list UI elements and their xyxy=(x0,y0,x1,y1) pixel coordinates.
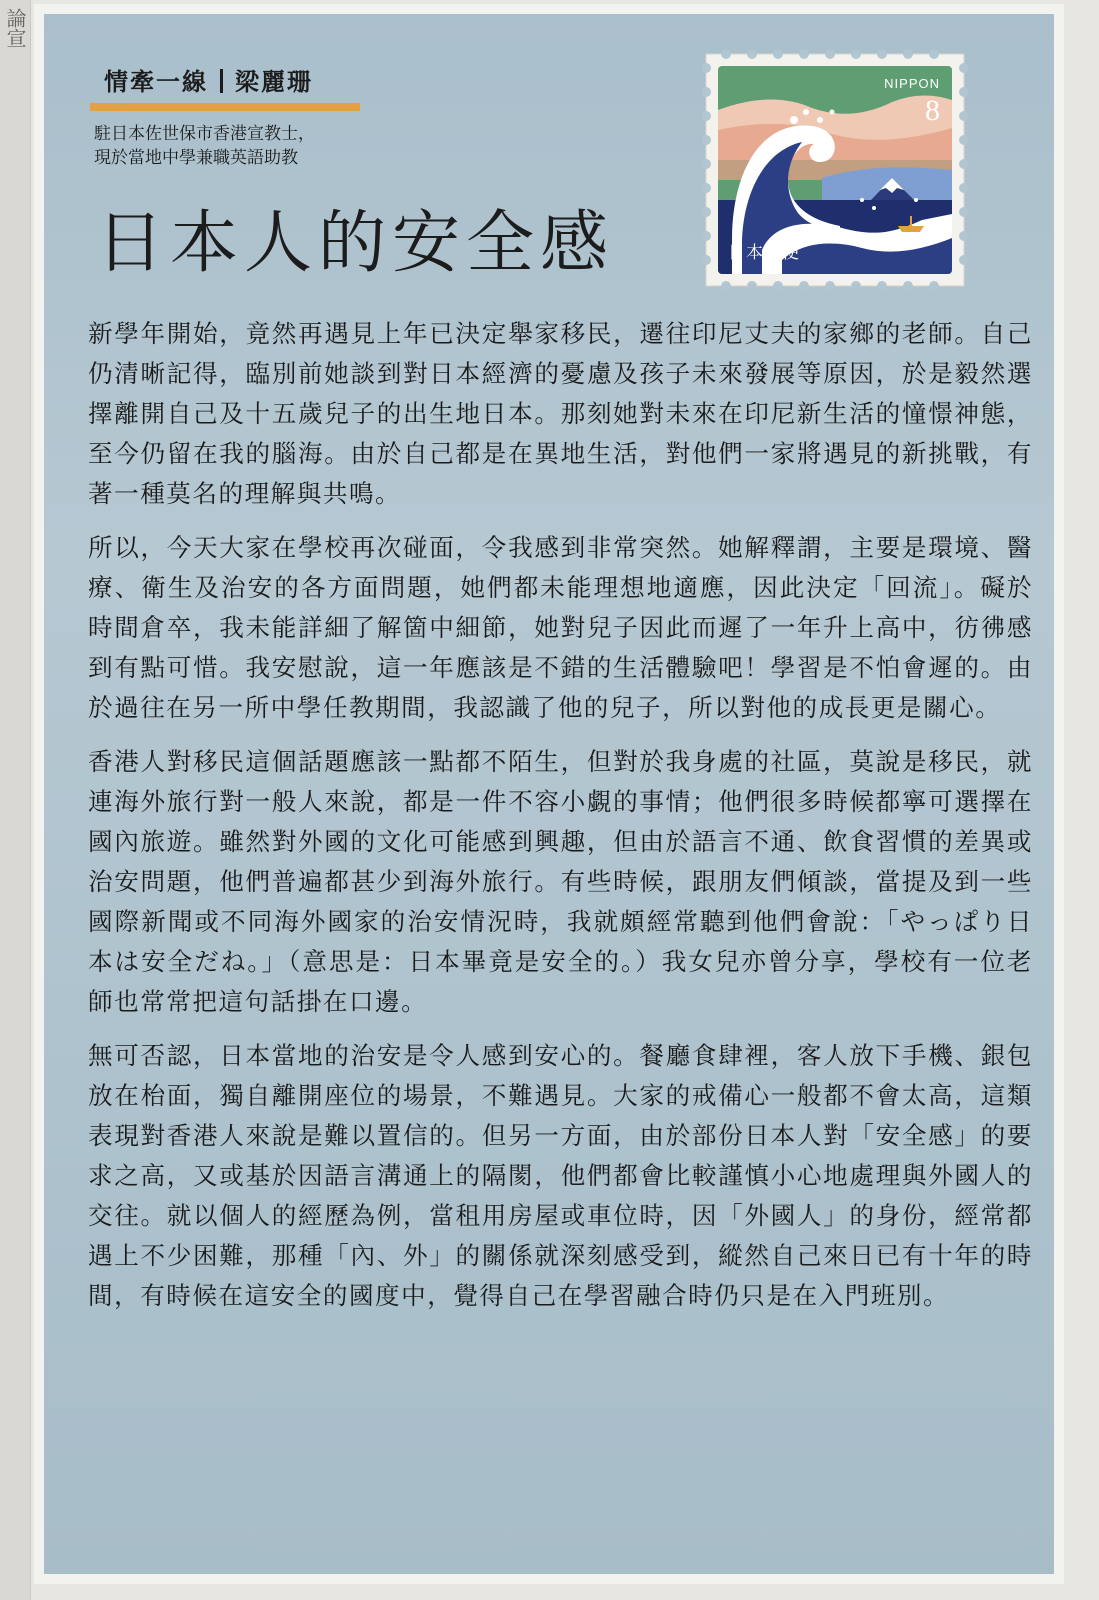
adjacent-page-edge xyxy=(0,0,31,1600)
stamp-country-text: NIPPON xyxy=(884,76,940,91)
byline-underline xyxy=(90,103,360,111)
newspaper-article xyxy=(34,4,1064,1584)
author-name: 梁麗珊 xyxy=(235,67,313,96)
author-bio xyxy=(94,122,315,170)
stamp-value-text: 8 xyxy=(925,94,940,127)
body-paragraph: 新學年開始，竟然再遇見上年已決定舉家移民，遷往印尼丈夫的家鄉的老師。自己仍清晰記得，臨別前她談到對日本經濟的憂慮及孩子未來發展等原因，於是毅然選擇離開自己及十五歲兒子的出生地日本。那刻她對未來在印尼新生活的憧憬神態，至今仍留在我的腦海。由於自己都是在異地生活，對他們一家將遇見的新挑戰，有著一種莫名的理解與共鳴。 xyxy=(88,319,1033,508)
column-byline xyxy=(104,62,313,97)
stamp-label-text: 日本郵便 xyxy=(728,243,800,263)
body-paragraph: 無可否認，日本當地的治安是令人感到安心的。餐廳食肆裡，客人放下手機、銀包放在枱面，獨自離開座位的場景，不難遇見。大家的戒備心一般都不會太高，這類表現對香港人來說是難以置信的。但另一方面，由於部份日本人對「安全感」的要求之高，又或基於因語言溝通上的隔閡，他們都會比較謹慎小心地處理與外國人的交往。就以個人的經歷為例，當租用房屋或車位時，因「外國人」的身份，經常都遇上不少困難，那種「內、外」的關係就深刻感受到，縱然自己來日已有十年的時間，有時候在這安全的國度中，覺得自己在學習融合時仍只是在入門班別。 xyxy=(88,1041,1033,1310)
article-headline: 日本人的安全感 xyxy=(96,204,615,283)
body-paragraph: 香港人對移民這個話題應該一點都不陌生，但對於我身處的社區，莫說是移民，就連海外旅行對一般人來說，都是一件不容小覷的事情；他們很多時候都寧可選擇在國內旅遊。雖然對外國的文化可能感到興趣，但由於語言不通、飲食習慣的差異或治安問題，他們普遍都甚少到海外旅行。有些時候，跟朋友們傾談，當提及到一些國際新聞或不同海外國家的治安情況時，我就頗經常聽到他們會說：「やっぱり日本は安全だね。」（意思是：日本畢竟是安全的。）我女兒亦曾分享，學校有一位老師也常常把這句話掛在口邊。 xyxy=(88,747,1033,1016)
author-bio-line-2: 現於當地中學兼職英語助教 xyxy=(94,148,298,168)
author-bio-line-1: 駐日本佐世保市香港宣教士， xyxy=(94,124,315,144)
byline-separator xyxy=(220,69,223,93)
japan-post-stamp-image xyxy=(702,50,968,290)
column-name: 情牽一線 xyxy=(104,67,208,96)
article-body xyxy=(88,314,1033,1330)
adjacent-page-text: 論宣 xyxy=(3,8,27,48)
body-paragraph: 所以，今天大家在學校再次碰面，令我感到非常突然。她解釋謂，主要是環境、醫療、衛生及治安的各方面問題，她們都未能理想地適應，因此決定「回流」。礙於時間倉卒，我未能詳細了解箇中細節，她對兒子因此而遲了一年升上高中，彷彿感到有點可惜。我安慰說，這一年應該是不錯的生活體驗吧！學習是不怕會遲的。由於過往在另一所中學任教期間，我認識了他的兒子，所以對他的成長更是關心。 xyxy=(88,533,1033,722)
